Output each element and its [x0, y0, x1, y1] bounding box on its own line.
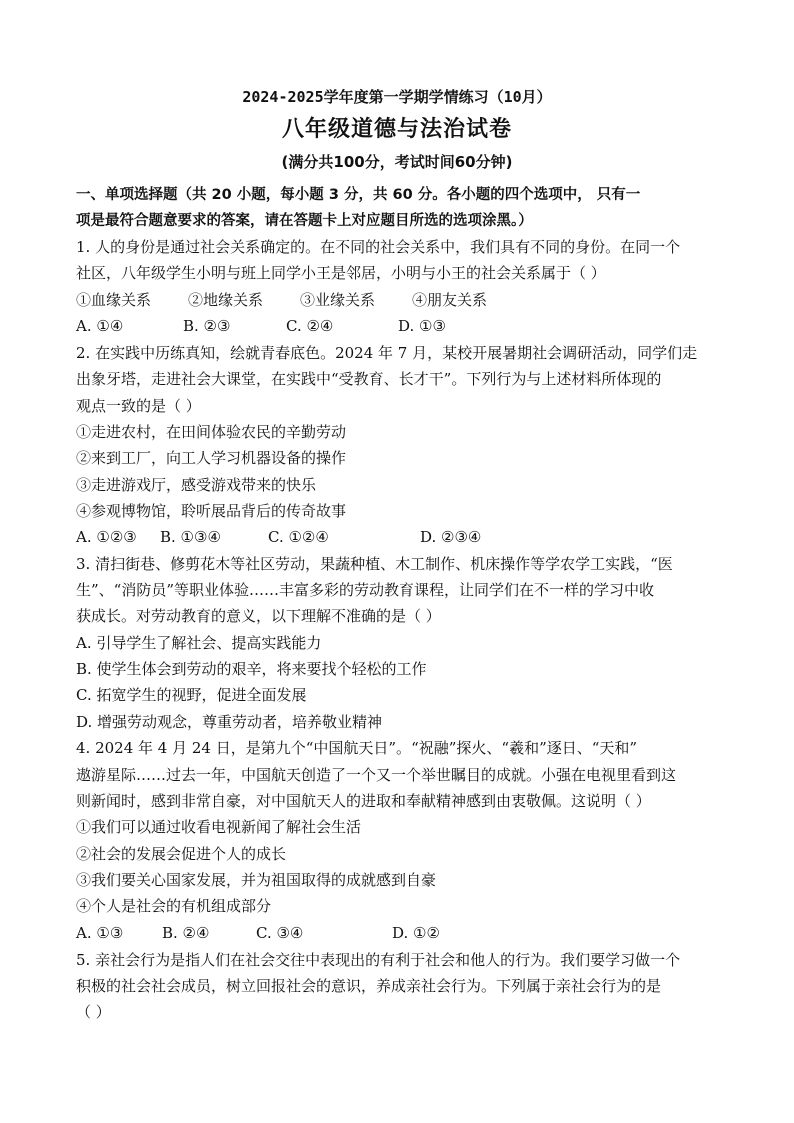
q2-stem-line1: 2. 在实践中历练真知，绘就青春底色。2024 年 7 月，某校开展暑期社会调研活动，同学们走 [76, 344, 698, 362]
q4-option-b: B. ②④ [162, 924, 210, 942]
q4-stem-line1: 4. 2024 年 4 月 24 日，是第九个“中国航天日”。“祝融”探火、“羲和”逐日、“天和” [76, 739, 638, 757]
q4-item-3: ③我们要关心国家发展，并为祖国取得的成就感到自豪 [76, 871, 437, 889]
q4-stem-line3: 则新闻时，感到非常自豪，对中国航天人的进取和奉献精神感到由衷敬佩。这说明（ ） [76, 792, 651, 810]
exam-term-line: 2024-2025学年度第一学期学情练习（10月） [242, 88, 552, 106]
q5-stem-line1: 5. 亲社会行为是指人们在社会交往中表现出的有利于社会和他人的行为。我们要学习做一个 [76, 951, 681, 969]
q2-option-c: C. ①②④ [268, 528, 329, 546]
q4-item-1: ①我们可以通过收看电视新闻了解社会生活 [76, 818, 362, 836]
q3-option-b: B. 使学生体会到劳动的艰辛，将来要找个轻松的工作 [76, 660, 427, 678]
q4-option-a: A. ①③ [76, 924, 124, 942]
q5-stem-line3: （ ） [76, 1003, 111, 1021]
q1-option-d: D. ①③ [398, 317, 446, 335]
q4-item-4: ④个人是社会的有机组成部分 [76, 897, 272, 915]
q2-stem-line2: 出象牙塔，走进社会大课堂，在实践中“受教育、长才干”。下列行为与上述材料所体现的 [76, 370, 662, 388]
q4-option-d: D. ①② [392, 924, 440, 942]
q4-stem-line2: 遨游星际……过去一年，中国航天创造了一个又一个举世瞩目的成就。小强在电视里看到这 [76, 766, 677, 784]
q5-stem-line2: 积极的社会社会成员，树立回报社会的意识，养成亲社会行为。下列属于亲社会行为的是 [76, 977, 662, 995]
q2-item-1: ①走进农村，在田间体验农民的辛勤劳动 [76, 423, 347, 441]
q3-option-c: C. 拓宽学生的视野，促进全面发展 [76, 686, 307, 704]
q2-option-a: A. ①②③ [76, 528, 137, 546]
q4-option-c: C. ③④ [256, 924, 304, 942]
q3-stem-line1: 3. 清扫街巷、修剪花木等社区劳动，果蔬种植、木工制作、机床操作等学农学工实践，“医 [76, 555, 673, 573]
exam-title: 八年级道德与法治试卷 [281, 117, 512, 142]
q2-item-3: ③走进游戏厅，感受游戏带来的快乐 [76, 476, 317, 494]
q1-option-c: C. ②④ [286, 317, 334, 335]
q1-item-4: ④朋友关系 [412, 291, 488, 309]
q1-stem-line2: 社区，八年级学生小明与班上同学小王是邻居，小明与小王的社会关系属于（ ） [76, 264, 606, 282]
exam-subtitle: (满分共100分，考试时间60分钟) [281, 153, 513, 171]
q2-stem-line3: 观点一致的是（ ） [76, 397, 201, 415]
q1-option-b: B. ②③ [183, 317, 231, 335]
q2-option-d: D. ②③④ [420, 528, 482, 546]
q1-item-1: ①血缘关系 [76, 291, 152, 309]
q2-item-2: ②来到工厂，向工人学习机器设备的操作 [76, 449, 347, 467]
q1-option-a: A. ①④ [76, 317, 124, 335]
q2-option-b: B. ①③④ [160, 528, 221, 546]
q1-item-3: ③业缘关系 [300, 291, 376, 309]
q4-item-2: ②社会的发展会促进个人的成长 [76, 845, 287, 863]
q3-option-a: A. 引导学生了解社会、提高实践能力 [76, 634, 322, 652]
q2-item-4: ④参观博物馆，聆听展品背后的传奇故事 [76, 502, 347, 520]
q3-option-d: D. 增强劳动观念，尊重劳动者，培养敬业精神 [76, 713, 383, 731]
q3-stem-line3: 获成长。对劳动教育的意义，以下理解不准确的是（ ） [76, 607, 441, 625]
q3-stem-line2: 生”、“消防员”等职业体验……丰富多彩的劳动教育课程，让同学们在不一样的学习中收 [76, 581, 655, 599]
q1-stem-line1: 1. 人的身份是通过社会关系确定的。在不同的社会关系中，我们具有不同的身份。在同一个 [76, 238, 681, 256]
section-heading-line2: 项是最符合题意要求的答案，请在答题卡上对应题目所选的选项涂黑。） [76, 213, 533, 229]
q1-item-2: ②地缘关系 [188, 291, 264, 309]
section-heading-line1: 一、单项选择题（共 20 小题，每小题 3 分，共 60 分。各小题的四个选项中， 只有一 [76, 187, 641, 203]
